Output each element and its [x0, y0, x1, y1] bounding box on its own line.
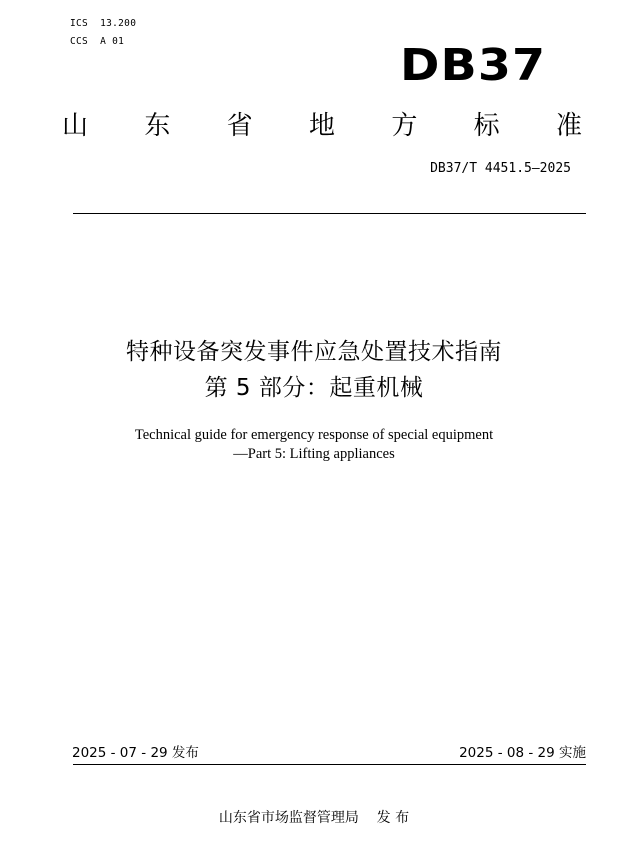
ccs-code: CCS A 01	[70, 36, 125, 47]
title-cn-line-2: 第 5 部分：起重机械	[204, 375, 424, 401]
db37-logo: DB37	[400, 40, 547, 91]
title-cn-line-1: 特种设备突发事件应急处置技术指南	[126, 339, 502, 365]
standard-type-char: 方	[391, 111, 418, 141]
standard-type-char: 标	[473, 111, 500, 141]
issue-date: 2025 - 07 - 29 发布	[72, 745, 199, 761]
standard-number: DB37/T 4451.5—2025	[430, 161, 571, 176]
standard-type-char: 山	[62, 111, 89, 141]
issuer: 山东省市场监督管理局 发 布	[218, 810, 410, 826]
ics-code: ICS 13.200	[70, 18, 137, 29]
standard-type-char: 地	[308, 111, 335, 141]
footer-divider	[73, 764, 586, 765]
header-divider	[73, 213, 586, 214]
standard-type-char: 准	[555, 111, 582, 141]
title-en-line-2: —Part 5: Lifting appliances	[233, 446, 395, 462]
title-en-line-1: Technical guide for emergency response of special equipment	[134, 427, 494, 443]
standard-type-char: 省	[226, 111, 253, 141]
standard-type-char: 东	[144, 111, 171, 141]
effective-date: 2025 - 08 - 29 实施	[459, 745, 586, 761]
standard-type-heading	[62, 110, 582, 142]
